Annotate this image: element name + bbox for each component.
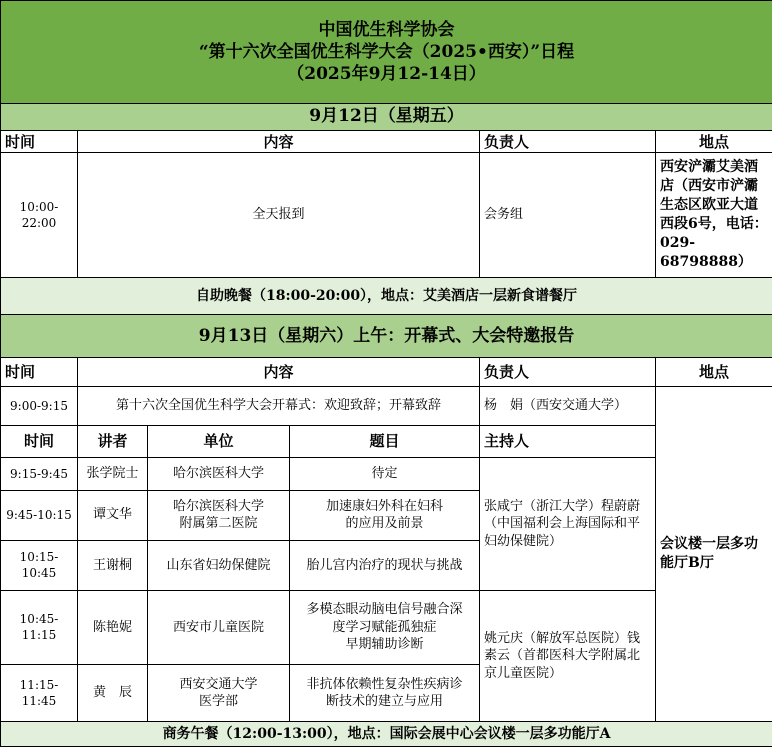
day1-col-time: 时间 [1, 131, 78, 153]
day2-lunch: 商务午餐（12:00-13:00），地点：国际会展中心会议楼一层多功能厅A [1, 722, 772, 747]
schedule-title [1, 1, 772, 104]
opening-content: 第十六次全国优生科学大会开幕式：欢迎致辞；开幕致辞 [78, 386, 480, 425]
talk-speaker: 王谢桐 [78, 540, 148, 590]
day1-owner: 会务组 [480, 153, 656, 278]
day1-dinner: 自助晚餐（18:00-20:00），地点：艾美酒店一层新食谱餐厅 [1, 278, 772, 315]
event-dates: （2025年9月12-14日） [287, 63, 486, 84]
host-group-2: 姚元庆（解放军总医院）钱素云（首都医科大学附属北京儿童医院） [480, 591, 656, 722]
talk-topic: 待定 [290, 457, 480, 490]
talk-speaker: 谭文华 [78, 490, 148, 540]
day1-content: 全天报到 [78, 153, 480, 278]
talk-unit: 西安交通大学 医学部 [148, 664, 290, 721]
day1-time: 10:00-22:00 [1, 153, 78, 278]
talk-topic: 加速康妇外科在妇科 的应用及前景 [290, 490, 480, 540]
day2-place: 会议楼一层多功能厅B厅 [656, 386, 772, 721]
talk-topic: 非抗体依赖性复杂性疾病诊 断技术的建立与应用 [290, 664, 480, 721]
opening-time: 9:00-9:15 [1, 386, 78, 425]
host-group-1: 张咸宁（浙江大学）程蔚蔚（中国福利会上海国际和平妇幼保健院） [480, 457, 656, 590]
talk-speaker: 陈艳妮 [78, 591, 148, 665]
talks-col-speaker: 讲者 [78, 425, 148, 457]
talk-unit: 西安市儿童医院 [148, 591, 290, 665]
talk-time: 10:45-11:15 [1, 591, 78, 665]
day1-place: 西安浐灞艾美酒店（西安市浐灞生态区欧亚大道西段6号，电话：029-68798888） [656, 153, 772, 278]
talk-unit: 哈尔滨医科大学 [148, 457, 290, 490]
talk-topic: 多模态眼动脑电信号融合深 度学习赋能孤独症 早期辅助诊断 [290, 591, 480, 665]
org-name: 中国优生科学协会 [318, 19, 455, 40]
talk-time: 9:15-9:45 [1, 457, 78, 490]
talks-col-host: 主持人 [480, 425, 656, 457]
opening-owner: 杨 娟（西安交通大学） [480, 386, 656, 425]
day2-col-place: 地点 [656, 358, 772, 387]
day1-col-content: 内容 [78, 131, 480, 153]
talk-time: 11:15-11:45 [1, 664, 78, 721]
talk-unit: 哈尔滨医科大学 附属第二医院 [148, 490, 290, 540]
talk-time: 9:45-10:15 [1, 490, 78, 540]
event-name: “第十六次全国优生科学大会（2025•西安）”日程 [198, 41, 575, 62]
talk-topic: 胎儿宫内治疗的现状与挑战 [290, 540, 480, 590]
talks-col-unit: 单位 [148, 425, 290, 457]
talks-col-topic: 题目 [290, 425, 480, 457]
day1-title: 9月12日（星期五） [1, 103, 772, 131]
day1-col-owner: 负责人 [480, 131, 656, 153]
talks-col-time: 时间 [1, 425, 78, 457]
day2-col-time: 时间 [1, 358, 78, 387]
talk-speaker: 张学院士 [78, 457, 148, 490]
day2-col-owner: 负责人 [480, 358, 656, 387]
day2-title: 9月13日（星期六）上午：开幕式、大会特邀报告 [1, 315, 772, 358]
talk-time: 10:15-10:45 [1, 540, 78, 590]
talk-speaker: 黄 辰 [78, 664, 148, 721]
day2-col-content: 内容 [78, 358, 480, 387]
day1-col-place: 地点 [656, 131, 772, 153]
talk-unit: 山东省妇幼保健院 [148, 540, 290, 590]
